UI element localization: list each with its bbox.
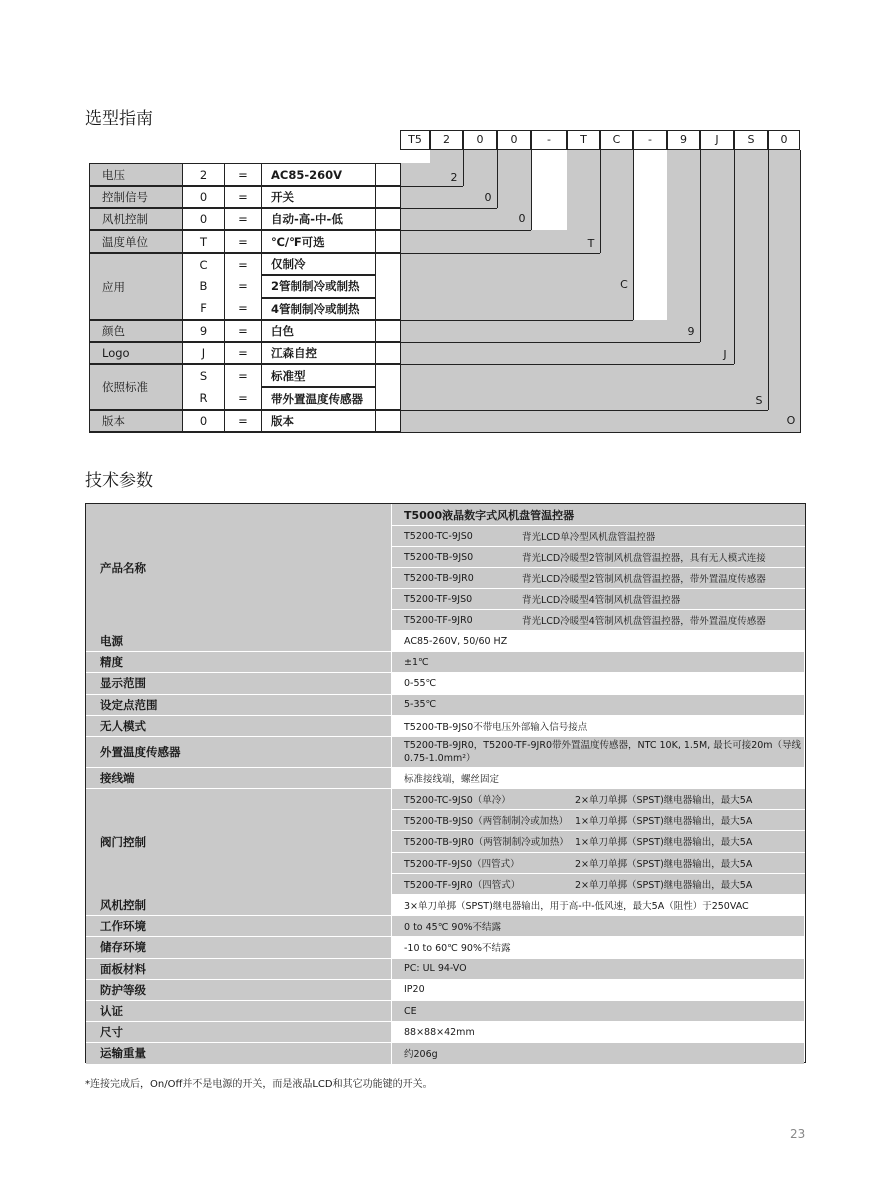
code-cell: T5	[400, 130, 430, 150]
spec-value: T5200-TB-9JS0不带电压外部输入信号接点	[392, 716, 804, 736]
valve-row	[392, 810, 805, 831]
option-code: 0	[182, 410, 225, 432]
equals-sign: =	[224, 320, 262, 342]
stair-line	[633, 150, 634, 320]
option-code: 0	[182, 208, 225, 230]
option-code: T	[182, 230, 225, 253]
option-value: 自动-高-中-低	[261, 208, 376, 230]
product-model: T5200-TC-9JS0	[404, 530, 473, 542]
spec-row	[86, 937, 804, 958]
row-fill	[400, 320, 667, 342]
stair-line	[734, 150, 735, 364]
equals-sign: =	[224, 275, 262, 297]
stair-line	[400, 208, 497, 209]
spec-label: 风机控制	[86, 895, 392, 915]
option-value: 版本	[261, 410, 376, 432]
spec-label: 运输重量	[86, 1043, 392, 1063]
product-name-label: 产品名称	[86, 504, 392, 631]
option-code: B	[182, 275, 225, 297]
equals-sign: =	[224, 387, 262, 410]
product-model: T5200-TB-9JR0	[404, 572, 474, 584]
spec-row	[86, 1022, 804, 1043]
stair-line	[700, 150, 701, 342]
valve-model: T5200-TB-9JS0（两管制制冷或加热）	[404, 816, 569, 828]
code-column-fill	[768, 150, 800, 432]
option-code: 0	[182, 186, 225, 208]
spec-label: 防护等级	[86, 980, 392, 1000]
spec-label: 设定点范围	[86, 695, 392, 715]
product-row	[392, 526, 805, 547]
selection-guide-title: 选型指南	[85, 109, 153, 129]
stair-line	[600, 150, 601, 253]
spec-row	[86, 895, 804, 916]
spec-label: 工作环境	[86, 916, 392, 936]
option-value: 仅制冷	[261, 253, 376, 275]
spec-label: 电源	[86, 631, 392, 651]
valve-desc: 1×单刀单掷（SPST)继电器输出，最大5A	[575, 816, 753, 828]
equals-sign: =	[224, 253, 262, 275]
product-desc: 背光LCD单冷型风机盘管温控器	[522, 532, 656, 543]
spec-row	[86, 673, 804, 694]
code-cell: 0	[768, 130, 800, 150]
code-end-label: O	[786, 414, 796, 427]
spec-value: 0-55℃	[392, 673, 804, 693]
spec-value: 5-35℃	[392, 695, 804, 715]
spec-value: 3×单刀单掷（SPST)继电器输出，用于高-中-低风速，最大5A（阻性）于250VAC	[392, 895, 804, 915]
row-fill	[400, 364, 734, 410]
option-value: 标准型	[261, 364, 376, 387]
valve-model: T5200-TF-9JS0（四管式）	[404, 858, 520, 870]
outer-line	[89, 432, 801, 433]
option-value: 开关	[261, 186, 376, 208]
row-fill	[400, 230, 567, 253]
equals-sign: =	[224, 208, 262, 230]
selection-row-name: 温度单位	[89, 230, 183, 253]
equals-sign: =	[224, 342, 262, 364]
spec-value: -10 to 60℃ 90%不结露	[392, 937, 804, 957]
stair-line	[400, 410, 768, 411]
code-end-label: J	[723, 348, 727, 361]
valve-control-label: 阀门控制	[86, 789, 392, 895]
product-model: T5200-TB-9JS0	[404, 551, 474, 563]
row-fill	[400, 186, 463, 208]
spec-label: 外置温度传感器	[86, 737, 392, 767]
product-model: T5200-TF-9JR0	[404, 614, 473, 626]
spec-label: 无人模式	[86, 716, 392, 736]
code-cell: 9	[667, 130, 700, 150]
spec-row	[86, 959, 804, 980]
valve-row	[392, 831, 805, 852]
code-cell: S	[734, 130, 768, 150]
spec-row	[86, 631, 804, 652]
spec-value: CE	[392, 1001, 804, 1021]
option-code: R	[182, 387, 225, 410]
product-desc: 背光LCD冷暖型4管制风机盘管温控器	[522, 595, 681, 606]
stair-line	[400, 342, 700, 343]
product-desc: 背光LCD冷暖型4管制风机盘管温控器，带外置温度传感器	[522, 616, 766, 627]
row-fill	[400, 342, 700, 364]
option-code: S	[182, 364, 225, 387]
stair-line	[768, 150, 769, 410]
stair-line	[400, 230, 531, 231]
stair-line	[400, 320, 633, 321]
page-number: 23	[790, 1127, 806, 1141]
spec-label: 认证	[86, 1001, 392, 1021]
spec-value: 88×88×42mm	[392, 1022, 804, 1042]
code-cell: 0	[463, 130, 497, 150]
tech-params-title: 技术参数	[85, 471, 153, 491]
option-value: AC85-260V	[261, 163, 376, 186]
selection-row-name: Logo	[89, 342, 183, 364]
selection-row-name: 电压	[89, 163, 183, 186]
product-row	[392, 547, 805, 568]
spec-label: 储存环境	[86, 937, 392, 957]
stair-line	[400, 253, 600, 254]
option-value: 带外置温度传感器	[261, 387, 376, 410]
code-cell: C	[600, 130, 633, 150]
option-value: 江森自控	[261, 342, 376, 364]
spec-value: PC: UL 94-VO	[392, 959, 804, 979]
spec-row	[86, 652, 804, 673]
code-cell: J	[700, 130, 734, 150]
row-fill	[400, 163, 430, 186]
equals-sign: =	[224, 230, 262, 253]
code-column-fill	[700, 150, 734, 364]
selection-row-name: 控制信号	[89, 186, 183, 208]
code-column-fill	[734, 150, 768, 410]
selection-row-name: 颜色	[89, 320, 183, 342]
spec-row	[86, 695, 804, 716]
product-desc: 背光LCD冷暖型2管制风机盘管温控器，具有无人模式连接	[522, 553, 766, 564]
spec-row	[86, 980, 804, 1001]
spec-value: 0 to 45℃ 90%不结露	[392, 916, 804, 936]
product-desc: 背光LCD冷暖型2管制风机盘管温控器，带外置温度传感器	[522, 574, 766, 585]
spec-row	[86, 1043, 804, 1064]
valve-model: T5200-TB-9JR0（两管制制冷或加热）	[404, 837, 569, 849]
valve-desc: 2×单刀单掷（SPST)继电器输出，最大5A	[575, 795, 753, 807]
equals-sign: =	[224, 186, 262, 208]
stair-line	[497, 150, 498, 208]
code-end-label: S	[755, 394, 763, 407]
sensor-line-1: T5200-TB-9JR0，T5200-TF-9JR0带外置温度传感器，NTC 10K, 1.5M, 最长可接20m（导线	[404, 740, 802, 751]
product-row	[392, 589, 805, 610]
spacer-cell	[375, 186, 401, 208]
selection-row-name: 版本	[89, 410, 183, 432]
spacer-cell	[375, 163, 401, 186]
product-header: T5000液晶数字式风机盘管温控器	[392, 504, 805, 526]
code-cell: -	[531, 130, 567, 150]
spec-value: AC85-260V, 50/60 HZ	[392, 631, 804, 651]
row-fill	[400, 410, 768, 432]
spec-row	[86, 716, 804, 737]
spec-value	[392, 737, 804, 767]
product-row	[392, 568, 805, 589]
valve-row	[392, 789, 805, 810]
spacer-cell	[375, 364, 401, 410]
option-code: F	[182, 298, 225, 320]
code-end-label: 9	[687, 325, 695, 338]
selection-row-name: 依照标准	[89, 364, 183, 410]
spacer-cell	[375, 253, 401, 320]
selection-row-name: 应用	[89, 253, 183, 320]
stair-line	[400, 364, 734, 365]
row-fill	[400, 253, 600, 320]
spec-row	[86, 1001, 804, 1022]
valve-row	[392, 874, 805, 895]
option-value: 白色	[261, 320, 376, 342]
stair-line	[400, 186, 463, 187]
spacer-cell	[375, 410, 401, 432]
valve-model: T5200-TC-9JS0（单冷）	[404, 795, 511, 807]
outer-line	[800, 150, 801, 432]
spec-label: 显示范围	[86, 673, 392, 693]
spec-value: 标准接线端，螺丝固定	[392, 768, 804, 788]
tech-params-table	[85, 503, 806, 1063]
equals-sign: =	[224, 410, 262, 432]
option-code: 2	[182, 163, 225, 186]
equals-sign: =	[224, 364, 262, 387]
equals-sign: =	[224, 163, 262, 186]
code-end-label: 0	[518, 212, 526, 225]
row-fill	[400, 208, 497, 230]
code-cell: 0	[497, 130, 531, 150]
code-cell: -	[633, 130, 667, 150]
valve-desc: 1×单刀单掷（SPST)继电器输出，最大5A	[575, 837, 753, 849]
spec-value: 约206g	[392, 1043, 804, 1063]
option-value: ℃/℉可选	[261, 230, 376, 253]
valve-row	[392, 853, 805, 874]
option-code: 9	[182, 320, 225, 342]
spec-value: IP20	[392, 980, 804, 1000]
stair-line	[531, 150, 532, 230]
product-row	[392, 610, 805, 631]
option-code: J	[182, 342, 225, 364]
code-end-label: 2	[450, 171, 458, 184]
valve-desc: 2×单刀单掷（SPST)继电器输出，最大5A	[575, 858, 753, 870]
stair-line	[463, 150, 464, 186]
option-value: 4管制制冷或制热	[261, 298, 376, 320]
code-end-label: C	[620, 278, 628, 291]
spacer-cell	[375, 320, 401, 342]
footnote: *连接完成后，On/Off并不是电源的开关，而是液晶LCD和其它功能键的开关。	[85, 1079, 433, 1090]
spec-label: 精度	[86, 652, 392, 672]
spec-row-sensor	[86, 737, 804, 768]
option-code: C	[182, 253, 225, 275]
spacer-cell	[375, 208, 401, 230]
option-value: 2管制制冷或制热	[261, 275, 376, 297]
product-model: T5200-TF-9JS0	[404, 593, 473, 605]
code-cell: T	[567, 130, 600, 150]
code-end-label: 0	[484, 191, 492, 204]
code-end-label: T	[587, 237, 595, 250]
code-cell: 2	[430, 130, 463, 150]
valve-model: T5200-TF-9JR0（四管式）	[404, 879, 521, 891]
spec-label: 接线端	[86, 768, 392, 788]
spec-value: ±1℃	[392, 652, 804, 672]
selection-row-name: 风机控制	[89, 208, 183, 230]
code-column-fill	[667, 150, 700, 342]
spec-label: 尺寸	[86, 1022, 392, 1042]
spacer-cell	[375, 342, 401, 364]
equals-sign: =	[224, 298, 262, 320]
sensor-line-2: 0.75-1.0mm²）	[404, 753, 476, 764]
code-column-fill	[600, 150, 633, 320]
spec-label: 面板材料	[86, 959, 392, 979]
spec-row	[86, 916, 804, 937]
valve-desc: 2×单刀单掷（SPST)继电器输出，最大5A	[575, 879, 753, 891]
spacer-cell	[375, 230, 401, 253]
spec-row	[86, 768, 804, 789]
